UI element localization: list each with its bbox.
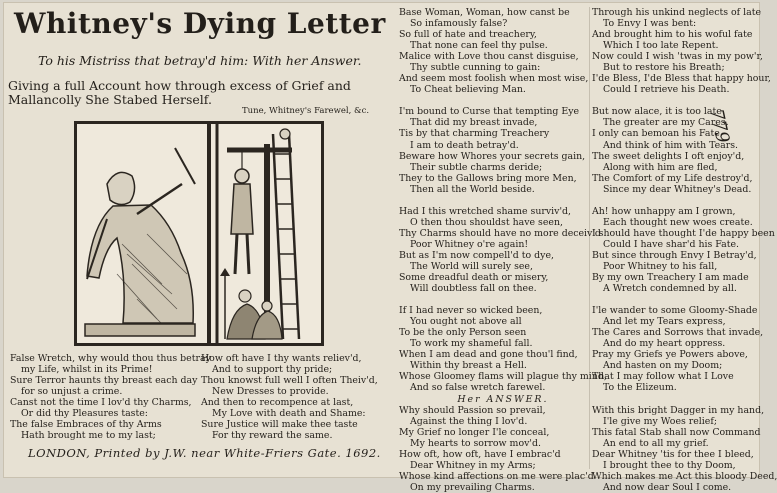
verse-line: That none can feel thy pulse. (410, 40, 548, 52)
stanza-gap (399, 95, 607, 106)
verse-line: The greater are my Cares. (603, 117, 729, 129)
verse-line: Pray my Griefs ye Powers above, (592, 349, 748, 361)
verse-line: Through his unkind neglects of late (592, 7, 762, 18)
stanza-gap (592, 294, 777, 305)
verse-line: On my prevailing Charms. (410, 481, 535, 493)
verse-line: Malice with Love thou canst disguise, (399, 51, 579, 63)
verse-line: I'le give my Woes relief; (603, 415, 717, 427)
stanza-gap (592, 95, 777, 106)
verse-line: To Cheat believing Man. (410, 84, 526, 96)
ballad-description: Giving a full Account how through excess of Grief and Mallancolly She Stabed Herself. (8, 78, 351, 107)
verse-line: Could I have shar'd his Fate. (603, 238, 740, 250)
verse-line: How oft have I thy wants reliev'd, (201, 353, 362, 364)
verse-line: Some dreadful death or misery, (399, 272, 549, 284)
verse-line: So full of hate and treachery, (399, 29, 537, 41)
verse-line: O then thou shouldst have seen, (410, 216, 563, 228)
stanza-gap (592, 195, 777, 206)
verse-line: Ah! how unhappy am I grown, (592, 205, 736, 217)
answer-heading: Her ANSWER. (457, 393, 549, 405)
verse-line: That did my breast invade, (410, 117, 538, 129)
verse-line: The Cares and Sorrows that invade, (592, 327, 764, 339)
verse-line: To work my shameful fall. (410, 338, 533, 350)
verse-line: My Grief no longer I'le conceal, (399, 426, 550, 438)
verse-line: Thou knowst full well I often Theiv'd, (201, 375, 378, 387)
tune-note: Tune, Whitney's Farewel, &c. (242, 106, 370, 116)
verse-line: Poor Whitney to his fall, (603, 260, 718, 272)
verse-line: My Love with death and Shame: (212, 408, 366, 420)
verse-line: for so unjust a crime. (21, 386, 123, 398)
stanza-gap (399, 294, 607, 305)
verse-line: Sure Terror haunts thy breast each day (10, 375, 198, 387)
imprint-line: LONDON, Printed by J.W. near White-Friers Gate. 1692. (28, 446, 381, 460)
woodcut-illustration (74, 121, 324, 346)
verse-line: Dear Whitney 'tis for thee I bleed, (592, 448, 754, 460)
verse-line: And seem most foolish when most wise, (399, 73, 589, 85)
verse-line: But now alace, it is too late (592, 106, 722, 118)
verse-line: This fatal Stab shall now Command (592, 426, 761, 438)
verse-column-4 (592, 7, 777, 493)
verse-line: The World will surely see, (410, 260, 533, 272)
verse-line: New Dresses to provide. (212, 386, 329, 398)
verse-line: Within thy breast a Hell. (410, 360, 527, 372)
verse-line: Had I this wretched shame surviv'd, (399, 205, 572, 217)
verse-line: How oft, how oft, have I embrac'd (399, 448, 561, 460)
verse-line: Along with him are fled, (603, 161, 718, 173)
verse-line: The sweet delights I oft enjoy'd, (592, 150, 745, 162)
verse-column-2 (201, 353, 378, 441)
verse-line: If I had never so wicked been, (399, 305, 543, 317)
verse-line: I am to death betray'd. (410, 139, 519, 151)
verse-line: Or did thy Pleasures taste: (21, 408, 148, 420)
verse-line: And do my heart oppress. (603, 338, 726, 350)
verse-line: Base Woman, Woman, how canst be (399, 7, 570, 18)
verse-line: When I am dead and gone thou'l find, (399, 349, 578, 361)
verse-line: And let my Tears express, (603, 316, 726, 328)
verse-line: I should have thought I'de happy been (592, 227, 775, 239)
verse-line: To be the only Person seen (399, 327, 527, 339)
verse-line: By my own Treachery I am made (592, 272, 749, 284)
verse-line: Thy subtle cunning to gain: (410, 62, 541, 74)
verse-line: An end to all my grief. (603, 437, 709, 449)
verse-line: Tis by that charming Treachery (399, 128, 550, 140)
verse-column-1 (10, 353, 211, 441)
verse-line: Beware how Whores your secrets gain, (399, 150, 586, 162)
verse-line: False Wretch, why would thou thus betray (10, 353, 211, 364)
verse-line: To Envy I was bent: (603, 18, 697, 30)
verse-line: Since my dear Whitney's Dead. (603, 183, 752, 195)
verse-line: Their subtle charms deride; (410, 161, 543, 173)
verse-line: I'de Bless, I'de Bless that happy hour, (592, 73, 771, 85)
verse-line: The false Embraces of thy Arms (10, 419, 162, 431)
verse-line: So infamously false? (410, 18, 508, 30)
verse-line: And to support thy pride; (212, 364, 333, 376)
verse-line: Sure Justice will make thee taste (201, 419, 358, 431)
verse-line: Which makes me Act this bloody Deed, (592, 470, 777, 482)
verse-line: And hasten on my Doom; (603, 360, 723, 372)
stanza-gap (592, 394, 777, 405)
broadside-sheet (3, 2, 777, 493)
verse-line: Each thought new woes create. (603, 216, 753, 228)
verse-line: Will doubtless fall on thee. (410, 283, 537, 295)
verse-line: And then to recompence at last, (201, 397, 354, 409)
verse-line: And think of him with Tears. (603, 139, 739, 151)
verse-line: I'm bound to Curse that tempting Eye (399, 106, 580, 118)
verse-line: Dear Whitney in my Arms; (410, 459, 536, 471)
verse-line: Canst not the time I lov'd thy Charms, (10, 397, 192, 409)
verse-line: Whose kind affections on me were plac'd (399, 470, 594, 482)
verse-line: To the Elizeum. (603, 382, 677, 394)
verse-line: My hearts to sorrow mov'd. (410, 437, 541, 449)
verse-line: my Life, whilst in its Prime! (21, 364, 153, 376)
woodcut-image (77, 124, 321, 343)
verse-line: With this bright Dagger in my hand, (592, 404, 765, 416)
verse-line: For thy reward the same. (212, 430, 333, 442)
verse-column-3 (399, 7, 607, 493)
verse-line: Whose Gloomey flams will plague thy mind, (399, 371, 607, 383)
verse-line: You ought not above all (410, 316, 522, 328)
verse-line: Why should Passion so prevail, (399, 404, 546, 416)
verse-line: That I may follow what I Love (592, 371, 734, 383)
verse-line: They to the Gallows bring more Men, (399, 172, 577, 184)
stanza-gap (399, 195, 607, 206)
verse-line: Against the thing I lov'd. (410, 415, 528, 427)
verse-line: But since through Envy I Betray'd, (592, 249, 757, 261)
verse-line: But as I'm now compell'd to dye, (399, 249, 554, 261)
page-number: 779 (705, 107, 734, 145)
verse-line: Could I retrieve his Death. (603, 84, 730, 96)
verse-line: And now dear Soul I come. (603, 481, 732, 493)
verse-line: Thy Charms should have no more deceiv'd (399, 227, 601, 239)
verse-line: And brought him to his woful fate (592, 29, 753, 41)
verse-line: Now could I wish 'twas in my pow'r, (592, 51, 763, 63)
verse-line: I'le wander to some Gloomy-Shade (592, 305, 758, 317)
verse-line: A Wretch condemned by all. (603, 283, 737, 295)
verse-line: But to restore his Breath; (603, 62, 725, 74)
verse-line: I brought thee to thy Doom, (603, 459, 736, 471)
verse-line: And so false wretch farewel. (410, 382, 546, 394)
verse-line: Hath brought me to my last; (21, 430, 156, 442)
ballad-title: Whitney's Dying Letter (14, 7, 386, 40)
verse-line: I only can bemoan his Fate, (592, 128, 723, 140)
verse-line: The Comfort of my Life destroy'd, (592, 172, 753, 184)
ballad-subtitle: To his Mistriss that betray'd him: With her Answer. (38, 53, 362, 68)
verse-line: Then all the World beside. (410, 183, 535, 195)
verse-line: Poor Whitney o're again! (410, 238, 529, 250)
verse-line: Which I too late Repent. (603, 40, 719, 52)
